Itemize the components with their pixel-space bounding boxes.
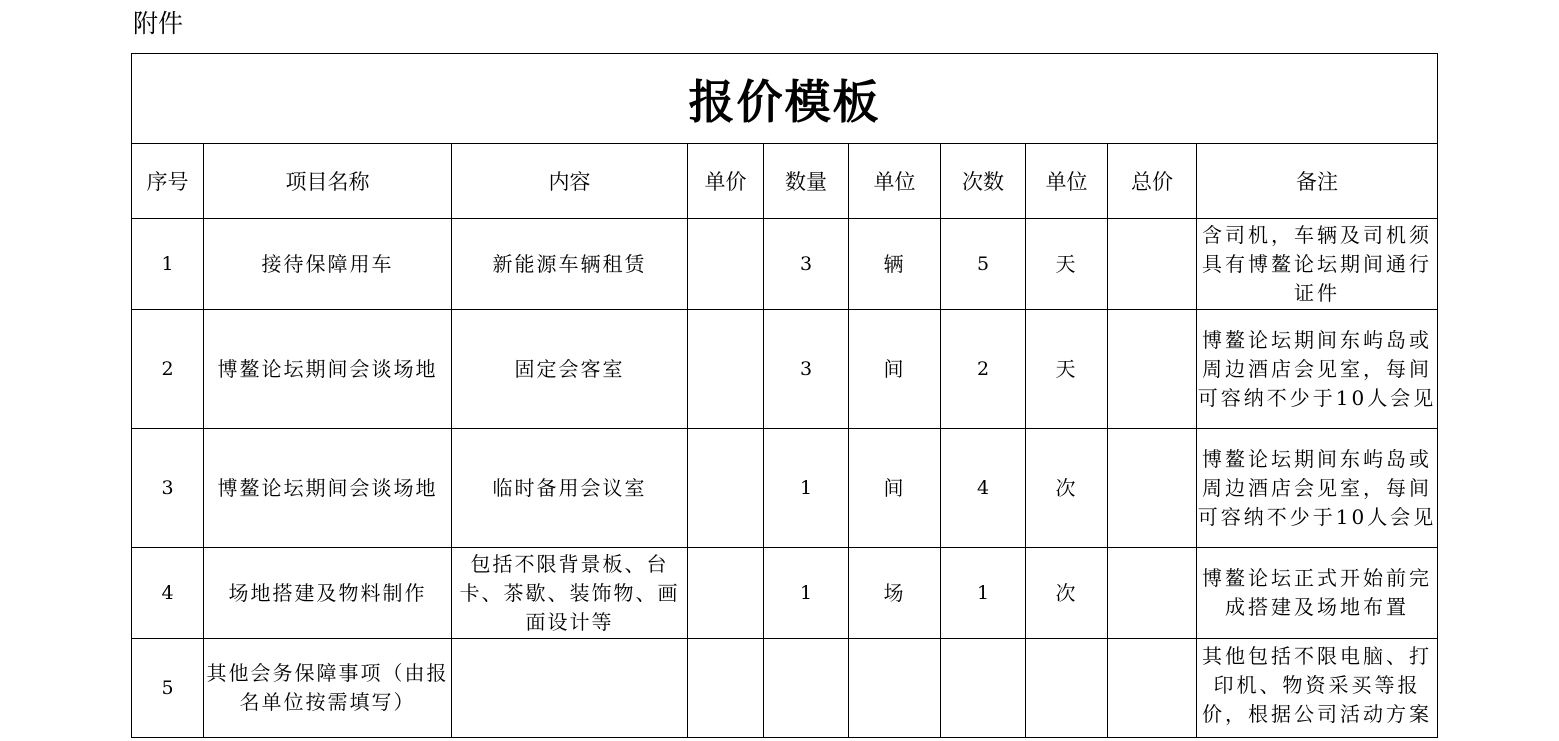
cell-quantity: [764, 639, 849, 738]
cell-seq: 4: [132, 548, 204, 639]
quote-table: [131, 53, 1438, 738]
cell-content: 临时备用会议室: [452, 429, 688, 548]
cell-unit-price: [688, 548, 764, 639]
cell-content: 固定会客室: [452, 310, 688, 429]
table-row: [132, 310, 1438, 429]
cell-times: [941, 639, 1026, 738]
cell-content: [452, 639, 688, 738]
cell-seq: 5: [132, 639, 204, 738]
cell-unit: 间: [849, 310, 941, 429]
cell-quantity: 1: [764, 429, 849, 548]
cell-remark: 博鳌论坛期间东屿岛或周边酒店会见室，每间可容纳不少于10人会见: [1197, 310, 1438, 429]
cell-unit: 场: [849, 548, 941, 639]
cell-content: 新能源车辆租赁: [452, 219, 688, 310]
cell-item-name: 其他会务保障事项（由报名单位按需填写）: [204, 639, 452, 738]
cell-unit: 辆: [849, 219, 941, 310]
header-total: 总价: [1108, 144, 1197, 219]
cell-quantity: 3: [764, 310, 849, 429]
cell-total: [1108, 639, 1197, 738]
cell-remark: 博鳌论坛正式开始前完成搭建及场地布置: [1197, 548, 1438, 639]
header-times: 次数: [941, 144, 1026, 219]
cell-times-unit: 次: [1026, 429, 1108, 548]
cell-item-name: 博鳌论坛期间会谈场地: [204, 429, 452, 548]
table-row: [132, 219, 1438, 310]
cell-quantity: 1: [764, 548, 849, 639]
cell-total: [1108, 219, 1197, 310]
cell-unit-price: [688, 639, 764, 738]
header-item-name: 项目名称: [204, 144, 452, 219]
cell-unit-price: [688, 219, 764, 310]
cell-seq: 1: [132, 219, 204, 310]
header-seq: 序号: [132, 144, 204, 219]
cell-times-unit: 天: [1026, 310, 1108, 429]
cell-total: [1108, 548, 1197, 639]
cell-times: 4: [941, 429, 1026, 548]
cell-times-unit: [1026, 639, 1108, 738]
attachment-label: 附件: [133, 9, 184, 38]
cell-total: [1108, 310, 1197, 429]
cell-times-unit: 天: [1026, 219, 1108, 310]
cell-unit-price: [688, 310, 764, 429]
table-row: [132, 639, 1438, 738]
cell-unit: [849, 639, 941, 738]
cell-seq: 3: [132, 429, 204, 548]
cell-unit: 间: [849, 429, 941, 548]
header-unit-price: 单价: [688, 144, 764, 219]
cell-content: 包括不限背景板、台卡、茶歇、装饰物、画面设计等: [452, 548, 688, 639]
table-row: [132, 429, 1438, 548]
header-content: 内容: [452, 144, 688, 219]
header-row: [132, 144, 1438, 219]
cell-times: 5: [941, 219, 1026, 310]
header-quantity: 数量: [764, 144, 849, 219]
cell-times-unit: 次: [1026, 548, 1108, 639]
cell-item-name: 接待保障用车: [204, 219, 452, 310]
cell-item-name: 博鳌论坛期间会谈场地: [204, 310, 452, 429]
cell-unit-price: [688, 429, 764, 548]
cell-seq: 2: [132, 310, 204, 429]
table-title: 报价模板: [132, 54, 1438, 144]
cell-remark: 博鳌论坛期间东屿岛或周边酒店会见室，每间可容纳不少于10人会见: [1197, 429, 1438, 548]
cell-item-name: 场地搭建及物料制作: [204, 548, 452, 639]
header-unit: 单位: [849, 144, 941, 219]
cell-times: 2: [941, 310, 1026, 429]
cell-quantity: 3: [764, 219, 849, 310]
cell-total: [1108, 429, 1197, 548]
cell-remark: 其他包括不限电脑、打印机、物资采买等报价，根据公司活动方案: [1197, 639, 1438, 738]
table-row: [132, 548, 1438, 639]
cell-times: 1: [941, 548, 1026, 639]
header-remark: 备注: [1197, 144, 1438, 219]
cell-remark: 含司机，车辆及司机须具有博鳌论坛期间通行证件: [1197, 219, 1438, 310]
header-times-unit: 单位: [1026, 144, 1108, 219]
